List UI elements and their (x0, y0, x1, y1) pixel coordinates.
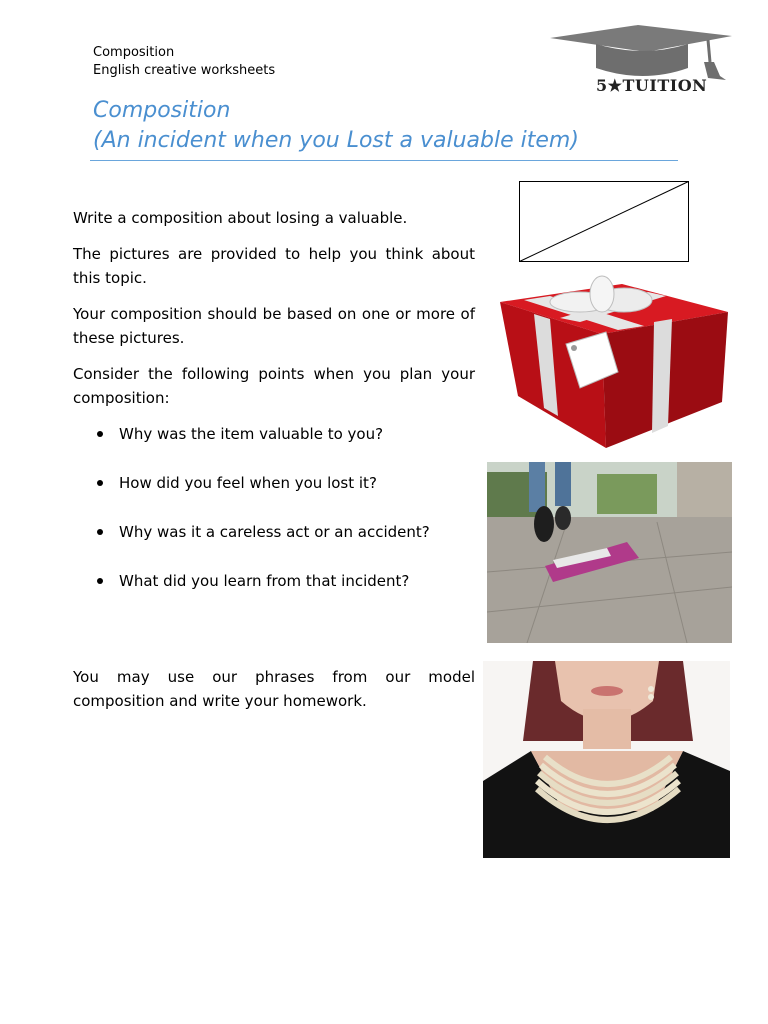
logo (548, 20, 738, 102)
lost-wallet-image (487, 462, 732, 643)
bullet-item-3 (119, 520, 430, 544)
paragraph-1: Write a composition about losing a valuable. (73, 209, 408, 227)
bullet-item-1 (119, 422, 383, 446)
logo-text: 5★TUITION (596, 76, 708, 95)
bullet-dot (97, 578, 103, 584)
title-line-2: (An incident when you Lost a valuable item) (93, 128, 579, 153)
paragraph-2: The pictures are provided to help you think about this topic. (73, 245, 475, 287)
bullet-text: Why was it a careless act or an accident? (119, 523, 430, 541)
bullet-dot (97, 431, 103, 437)
bullet-text: What did you learn from that incident? (119, 572, 410, 590)
header-line-2: English creative worksheets (93, 63, 276, 78)
bullet-dot (97, 529, 103, 535)
bullet-item-4 (119, 569, 409, 593)
paragraph-5: You may use our phrases from our model composition and write your homework. (73, 668, 475, 710)
gift-box-image (494, 272, 732, 452)
pearl-necklace-image (483, 661, 730, 858)
paragraph-3: Your composition should be based on one or more of these pictures. (73, 305, 475, 347)
title-line-1: Composition (93, 98, 231, 123)
bullet-text: How did you feel when you lost it? (119, 474, 377, 492)
title-rule (90, 160, 678, 161)
bullet-dot (97, 480, 103, 486)
placeholder-box (519, 181, 689, 262)
bullet-item-2 (119, 471, 377, 495)
bullet-text: Why was the item valuable to you? (119, 425, 384, 443)
header-line-1: Composition (93, 45, 175, 60)
paragraph-4: Consider the following points when you plan your composition: (73, 365, 475, 407)
